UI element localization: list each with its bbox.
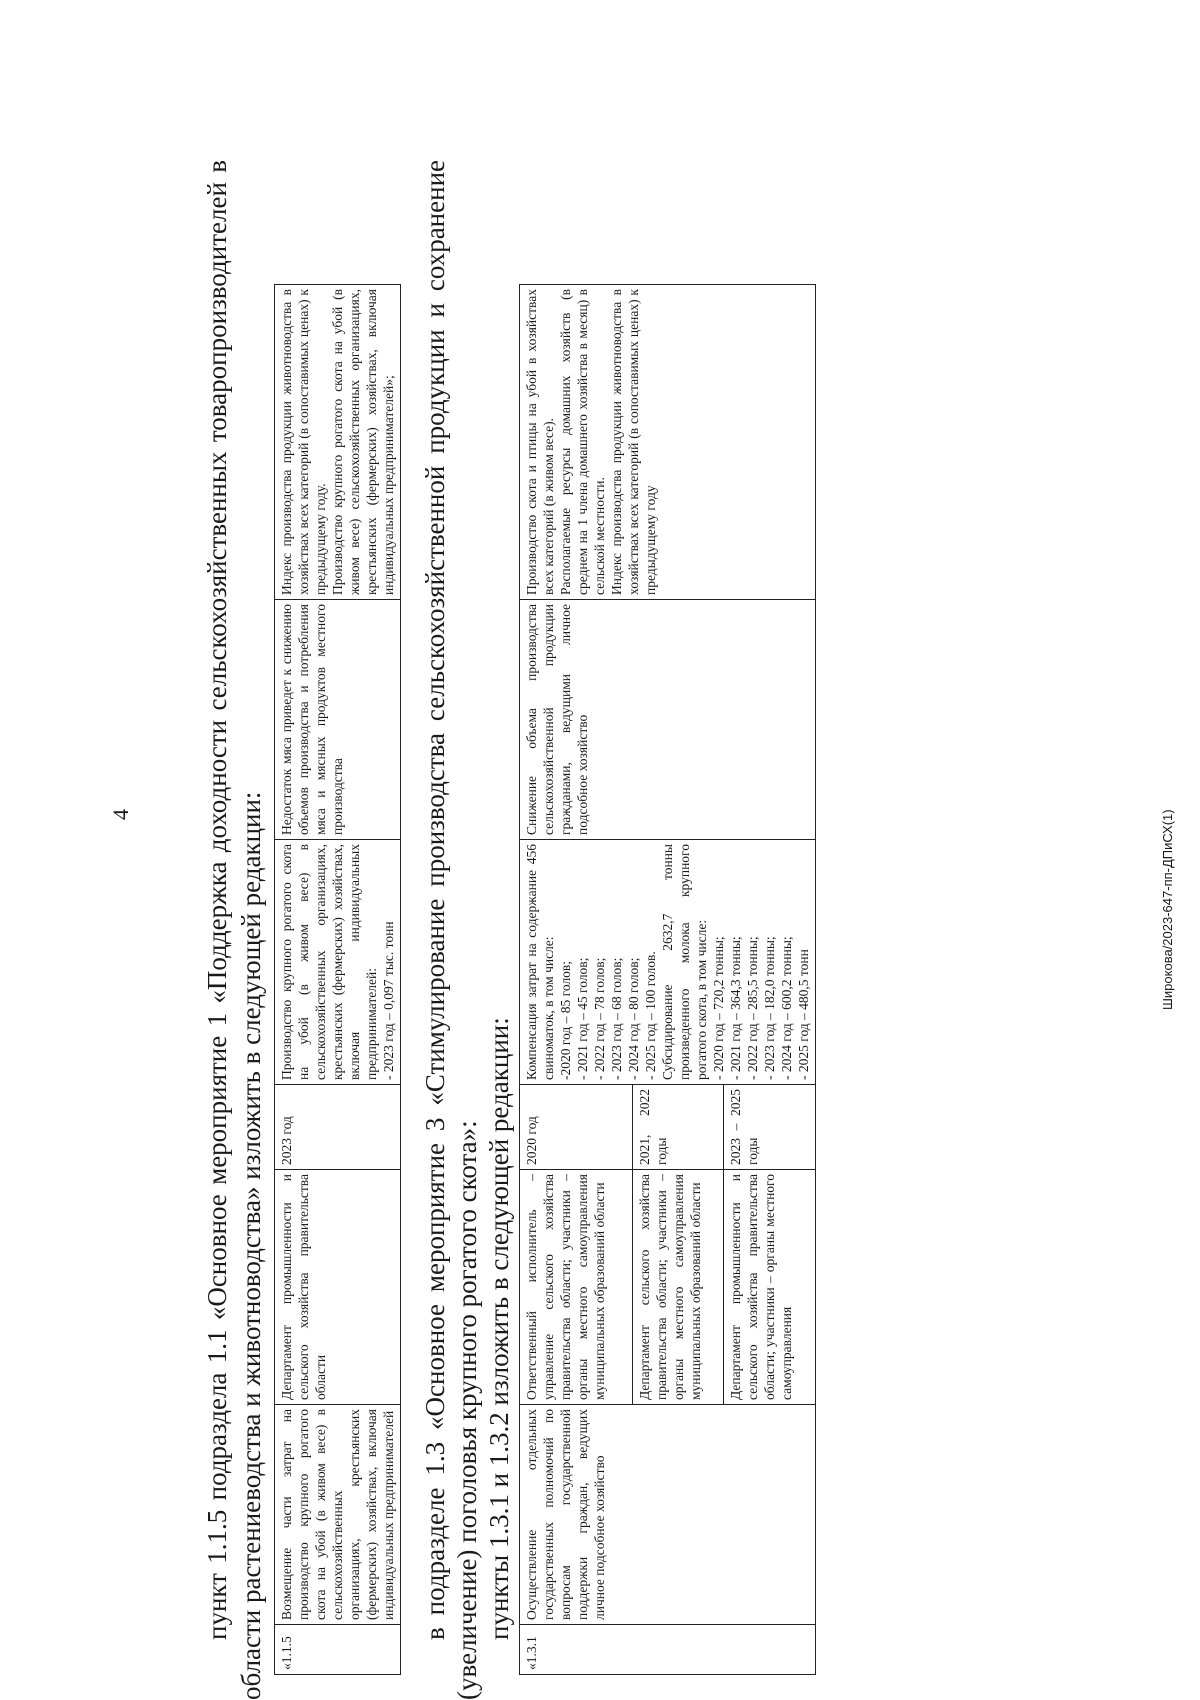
result-intro: Компенсация затрат на содержание 456 свиноматок, в том числе:: [524, 844, 556, 1080]
period: 2023 – 2025 годы: [724, 1085, 816, 1170]
result-item: - 2023 год – 182,0 тонны;: [762, 936, 777, 1080]
section2-subheading: [483, 160, 515, 1700]
section2-table: [519, 284, 816, 1675]
result-text: Производство крупного рогатого скота на убой (в живом весе) в сельскохозяйственных организациях, крестьянских (фермерских) хозяйствах, включая индивидуальных предпринимателей:: [279, 844, 379, 1080]
period: 2020 год: [520, 1085, 633, 1170]
result-item: - 2021 год – 364,3 тонны;: [728, 936, 743, 1080]
document-body: [190, 160, 1170, 1700]
measure-name: Осуществление отдельных государственных полномочий по вопросам государственной поддержки граждан, ведущих личное подсобное хозяйство: [520, 1405, 816, 1625]
result-item: - 2024 год – 80 голов;: [626, 957, 641, 1080]
section1-heading-text: пункт 1.1.5 подраздела 1.1 «Основное мероприятие 1 «Поддержка доходности сельскохозяйственных товаропроизводителей в области растениеводства и животноводства» изложить в следующей редакции:: [202, 160, 266, 1700]
period: 2023 год: [275, 1085, 401, 1170]
table-row: [275, 285, 401, 1675]
section2-heading: [419, 160, 483, 1700]
row-number: «1.3.1: [520, 1625, 816, 1675]
indicators: [275, 285, 401, 600]
period: 2021, 2022 годы: [632, 1085, 724, 1170]
section1-heading: [200, 160, 268, 1700]
result-item: - 2020 год – 720,2 тонны;: [711, 936, 726, 1080]
indicator: Индекс производства продукции животноводства в хозяйствах всех категорий (в сопоставимых ценах) к предыдущему году.: [279, 289, 328, 595]
table-row: [520, 285, 633, 1675]
expected-result: [275, 840, 401, 1085]
result-item: - 2023 год – 68 голов;: [609, 957, 624, 1080]
consequence: Недостаток мяса приведет к снижению объемов производства и потребления мяса и мясных продуктов местного производства: [275, 600, 401, 840]
page-number: 4: [108, 809, 133, 820]
executor: Департамент сельского хозяйства правительства области; участники – органы местного самоуправления муниципальных образований области: [632, 1170, 724, 1405]
footer-stamp: Широкова/2023-647-пп-ДПиСХ(1): [1160, 809, 1175, 1010]
indicator: Производство крупного рогатого скота на убой (в живом весе) сельскохозяйственных организациях, крестьянских (фермерских) хозяйствах, включая индивидуальных предпринимателей»;: [330, 289, 396, 595]
measure-name: Возмещение части затрат на производство крупного рогатого скота на убой (в живом весе) в сельскохозяйственных организациях, крестьянских (фермерских) хозяйствах, включая индивидуальных предпринимателей: [275, 1405, 401, 1625]
result-item: - 2021 год – 45 голов;: [575, 957, 590, 1080]
result-item: - 2024 год – 600,2 тонны;: [779, 936, 794, 1080]
result-intro: Субсидирование 2632,7 тонны произведенного молока крупного рогатого скота, в том числе:: [660, 844, 709, 1080]
row-number: «1.1.5: [275, 1625, 401, 1675]
executor: Департамент промышленности и сельского хозяйства правительства области: [275, 1170, 401, 1405]
expected-result: [520, 840, 816, 1085]
result-item: - 2025 год – 480,5 тонн: [796, 949, 811, 1080]
consequence: Снижение объема производства сельскохозяйственной продукции гражданами, ведущими личное подсобное хозяйство: [520, 600, 816, 840]
result-item: - 2022 год – 285,5 тонны;: [745, 936, 760, 1080]
executor: Департамент промышленности и сельского хозяйства правительства области; участники – органы местного самоуправления: [724, 1170, 816, 1405]
result-item: - 2025 год – 100 голов.: [643, 951, 658, 1080]
executor: Ответственный исполнитель – управление сельского хозяйства правительства области; участники – органы местного самоуправления муниципальных образований области: [520, 1170, 633, 1405]
section1-table: [274, 284, 401, 1675]
result-item: - 2023 год – 0,097 тыс. тонн: [381, 921, 396, 1080]
result-item: - 2022 год – 78 голов;: [592, 957, 607, 1080]
section2-heading-text: в подразделе 1.3 «Основное мероприятие 3 «Стимулирование производства сельскохозяйственной продукции и сохранение (увеличение) поголовья крупного рогатого скота»:: [420, 160, 482, 1700]
result-item: -2020 год – 85 голов;: [558, 960, 573, 1080]
indicator: Производство скота и птицы на убой в хозяйствах всех категорий (в живом весе).: [524, 289, 556, 595]
indicators: [520, 285, 816, 600]
indicator: Индекс производства продукции животноводства в хозяйствах всех категорий (в сопоставимых ценах) к предыдущему году: [609, 289, 658, 595]
indicator: Располагаемые ресурсы домашних хозяйств (в среднем на 1 члена домашнего хозяйства в месяц) в сельской местности.: [558, 289, 607, 595]
section2-subheading-text: пункты 1.3.1 и 1.3.2 изложить в следующей редакции:: [484, 1017, 514, 1640]
